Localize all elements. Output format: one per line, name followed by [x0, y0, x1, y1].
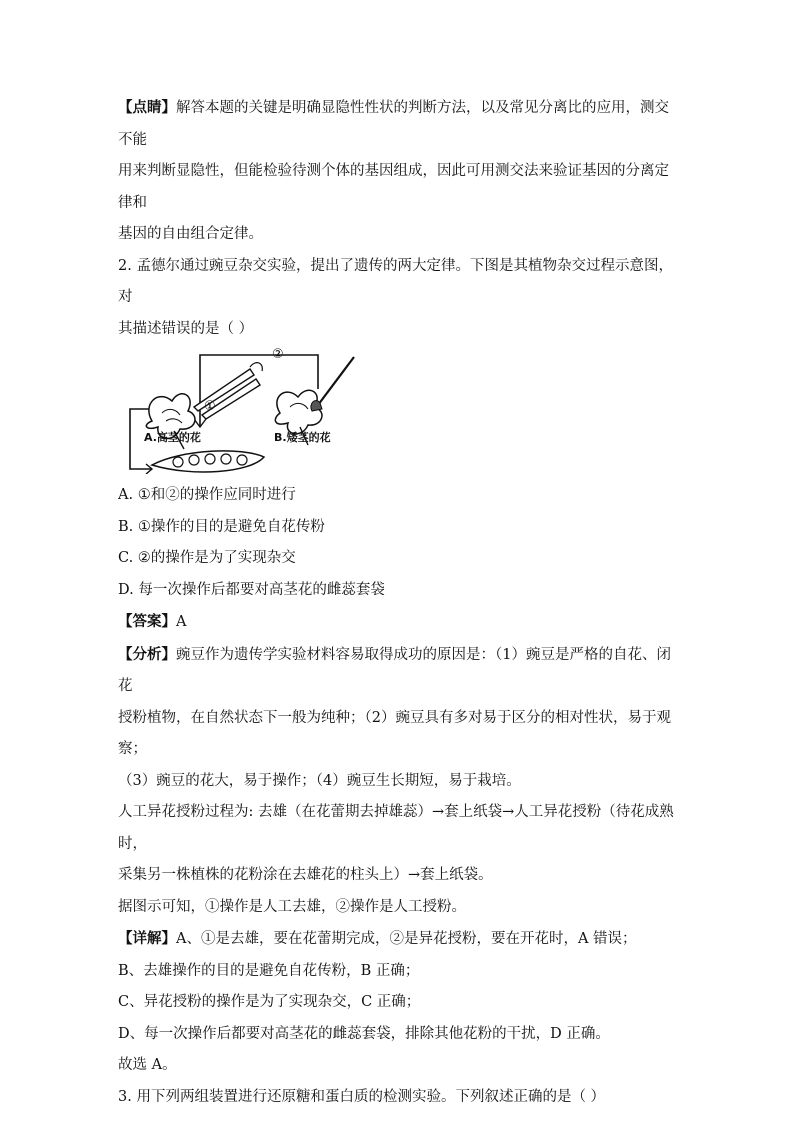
- analysis-line-3: （3）豌豆的花大，易于操作；（4）豌豆生长期短，易于栽培。: [118, 772, 521, 789]
- detail-line-4: D、每一次操作后都要对高茎花的雌蕊套袋，排除其他花粉的干扰，D 正确。: [118, 1025, 610, 1042]
- question-2-stem-line-2: 其描述错误的是（ ）: [118, 320, 254, 337]
- dianjing-tag: 【点睛】: [118, 99, 176, 116]
- label-short-flower: B.矮茎的花: [274, 431, 331, 444]
- answer-line: [118, 606, 678, 639]
- answer-value: A: [176, 614, 187, 630]
- analysis-text-1: 豌豆作为遗传学实验材料容易取得成功的原因是：（1）豌豆是严格的自花、闭花: [118, 646, 671, 694]
- option-a: A. ①和②的操作应同时进行: [118, 487, 296, 503]
- question-3-stem: 3. 用下列两组装置进行还原糖和蛋白质的检测实验。下列叙述正确的是（ ）: [118, 1088, 606, 1105]
- analysis-tag: 【分析】: [118, 645, 176, 663]
- dianjing-line-3: 基因的自由组合定律。: [118, 226, 263, 242]
- pea-cross-drawing: [122, 349, 372, 474]
- pea-cross-diagram: [122, 349, 372, 474]
- analysis-line-5: 采集另一株植株的花粉涂在去雄花的柱头上）→套上纸袋。: [118, 867, 493, 883]
- analysis-line-2: 授粉植物，在自然状态下一般为纯种；（2）豌豆具有多对易于区分的相对性状，易于观察；: [118, 709, 671, 757]
- question-2-stem-line-1: 2. 孟德尔通过豌豆杂交实验，提出了遗传的两大定律。下图是其植物杂交过程示意图，对: [118, 257, 673, 305]
- detail-line-2: B、去雄操作的目的是避免自花传粉，B 正确；: [118, 962, 420, 979]
- option-d: D. 每一次操作后都要对高茎花的雌蕊套袋: [118, 581, 385, 598]
- detail-text-1: A、①是去雄，要在花蕾期完成，②是异花授粉，要在开花时，A 错误；: [176, 931, 637, 947]
- option-b: B. ①操作的目的是避免自花传粉: [118, 518, 325, 535]
- operation-2-marker: ②: [272, 347, 284, 362]
- dianjing-paragraph: [118, 92, 678, 156]
- analysis-line-1: [118, 639, 678, 703]
- document-page: [118, 92, 678, 1113]
- analysis-line-4: 人工异花授粉过程为: 去雄（在花蕾期去掉雄蕊）→套上纸袋→人工异花授粉（待花成熟时，: [118, 804, 674, 852]
- dianjing-line-1: 解答本题的关键是明确显隐性性状的判断方法，以及常见分离比的应用，测交不能: [118, 100, 669, 148]
- answer-tag: 【答案】: [118, 613, 176, 630]
- operation-1-marker: ①: [204, 399, 216, 414]
- label-tall-flower: A.高茎的花: [144, 431, 201, 444]
- detail-tag: 【详解】: [118, 930, 176, 947]
- detail-line-3: C、异花授粉的操作是为了实现杂交，C 正确；: [118, 994, 421, 1010]
- conclusion-line: 故选 A。: [118, 1057, 177, 1073]
- option-c: C. ②的操作是为了实现杂交: [118, 550, 296, 566]
- detail-line-1: [118, 923, 678, 956]
- analysis-line-6: 据图示可知，①操作是人工去雄，②操作是人工授粉。: [118, 898, 466, 915]
- dianjing-line-2: 用来判断显隐性，但能检验待测个体的基因组成，因此可用测交法来验证基因的分离定律和: [118, 163, 669, 211]
